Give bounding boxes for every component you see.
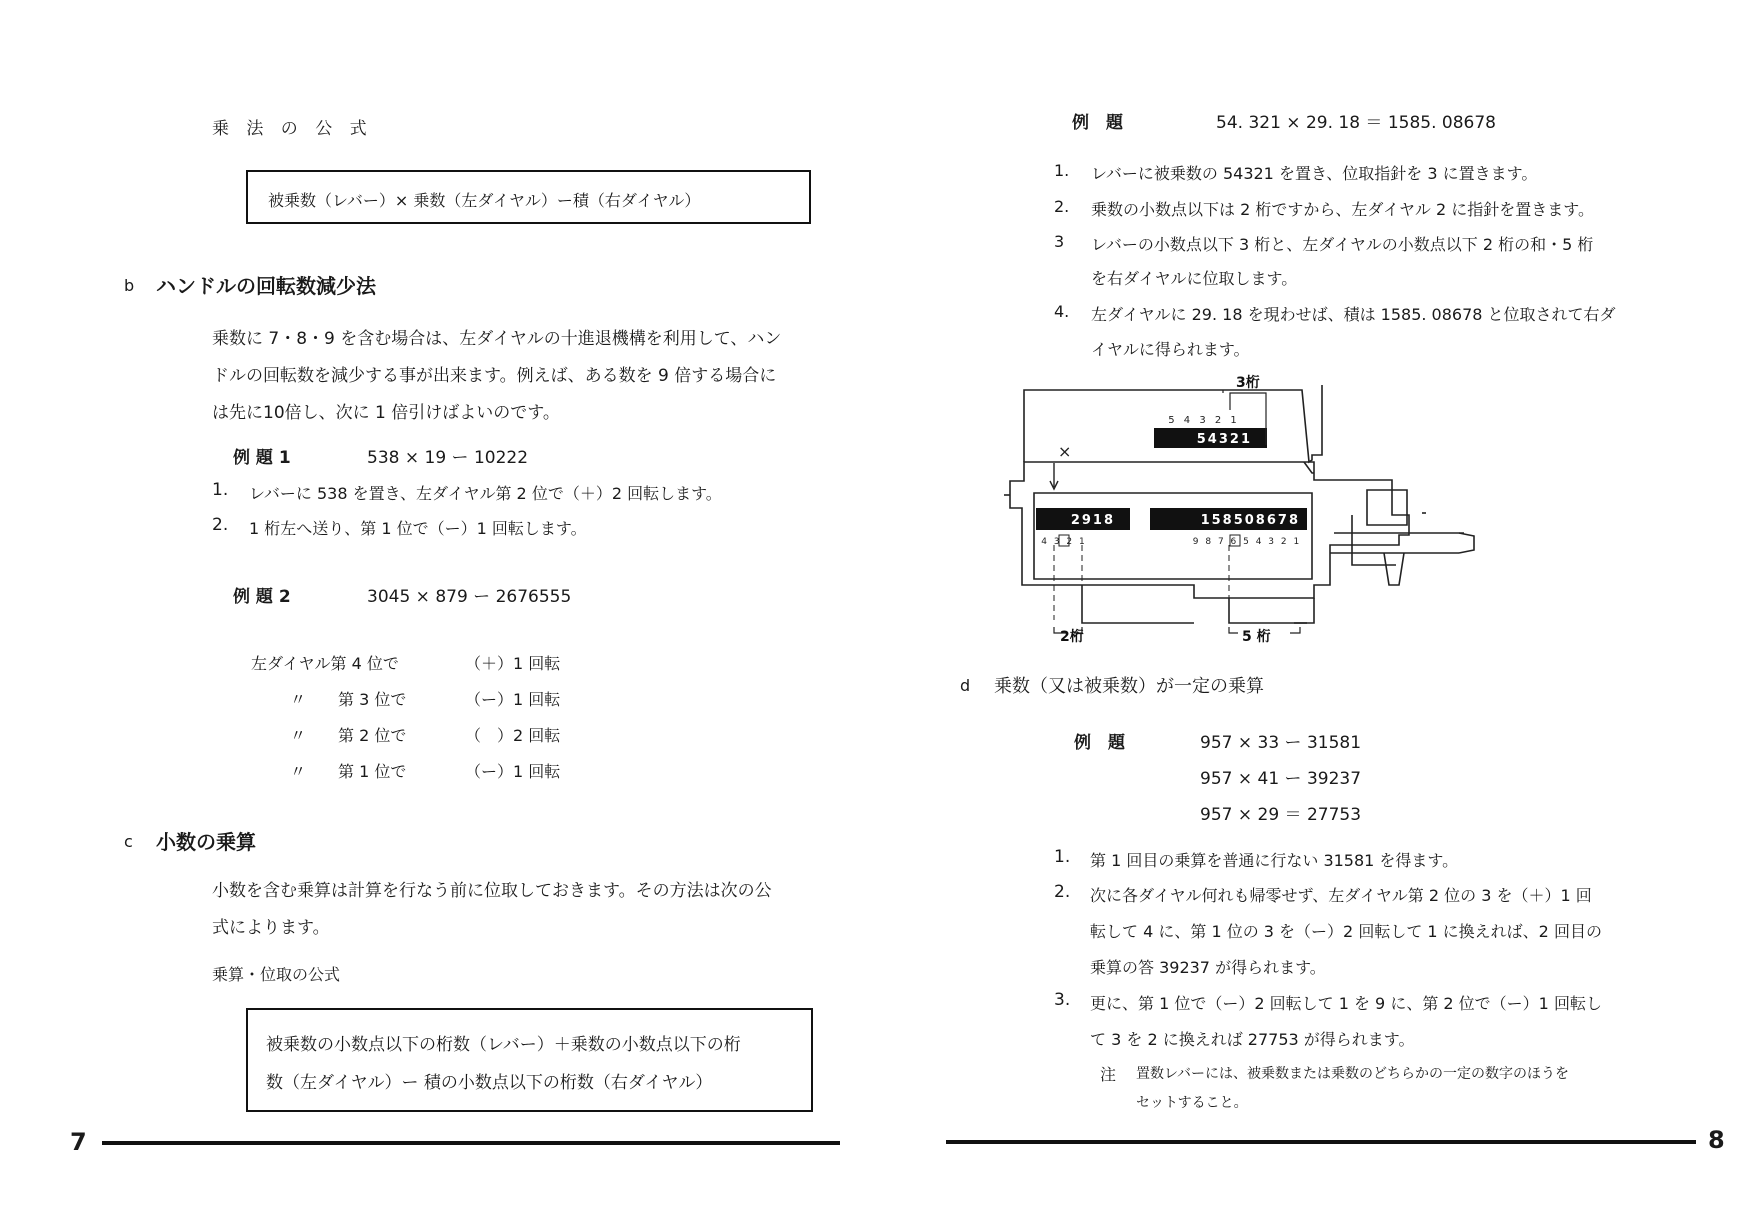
example-step2-number: 2. (1054, 197, 1070, 216)
section-b-body-line2: ドルの回転数を減少する事が出来ます。例えば、ある数を 9 倍する場合に (212, 366, 777, 386)
example1-step2-number: 2. (212, 515, 229, 535)
label-3-keta: 3桁 (1236, 375, 1260, 391)
side-window-outline (1367, 490, 1407, 525)
example-step3-text-line2: を右ダイヤルに位取します。 (1091, 269, 1298, 288)
section-d-step1-number: 1. (1054, 847, 1071, 867)
lever-readout-value: 54321 (1196, 432, 1252, 447)
note-label: 注 (1100, 1065, 1117, 1084)
example1-label: 例 題 1 (233, 448, 291, 468)
example-step3-number: 3 (1054, 232, 1065, 251)
example1-step2-text: 1 桁左へ送り、第 1 位で（ー）1 回転します。 (249, 519, 587, 538)
section-d-step2-text-line3: 乗算の答 39237 が得られます。 (1090, 958, 1326, 977)
section-c-title: 小数の乗算 (156, 830, 256, 854)
example-step3-text-line1: レバーの小数点以下 3 桁と、左ダイヤルの小数点以下 2 桁の和・5 桁 (1091, 235, 1594, 254)
section-d-marker: d (960, 676, 971, 695)
decimal-formula-line2: 数（左ダイヤル）ー 積の小数点以下の桁数（右ダイヤル） (266, 1073, 713, 1093)
dial-panel-outline (1034, 493, 1312, 579)
section-d-expr1: 957 × 33 ー 31581 (1200, 733, 1362, 753)
left-dial-readout-value: 2918 (1070, 513, 1115, 528)
example2-expression: 3045 × 879 ー 2676555 (367, 587, 572, 607)
example1-expression: 538 × 19 ー 10222 (367, 448, 529, 468)
footer-rule-right (946, 1140, 1696, 1144)
example2-row2-position: 〃 第 3 位で (290, 690, 407, 709)
example2-row2-operation: （ー）1 回転 (465, 690, 561, 709)
section-b-marker: b (124, 276, 135, 295)
example2-row3-position: 〃 第 2 位で (290, 726, 407, 745)
calculator-diagram (1004, 365, 1544, 655)
section-b-body-line3: は先に10倍し、次に 1 倍引けばよいのです。 (212, 403, 560, 423)
right-page (874, 0, 1749, 1224)
example2-row1-operation: （＋）1 回転 (465, 654, 561, 673)
section-d-step3-number: 3. (1054, 990, 1071, 1010)
example-step4-number: 4. (1054, 302, 1070, 321)
decimal-formula-heading: 乗算・位取の公式 (212, 965, 341, 984)
section-d-step3-text-line2: て 3 を 2 に換えれば 27753 が得られます。 (1090, 1030, 1415, 1049)
example2-row1-position: 左ダイヤル第 4 位で (251, 654, 399, 673)
right-dial-readout-value: 158508678 (1200, 513, 1300, 528)
decimal-formula-box (246, 1008, 813, 1112)
example2-label: 例 題 2 (233, 587, 291, 607)
section-d-step3-text-line1: 更に、第 1 位で（ー）2 回転して 1 を 9 に、第 2 位で（ー）1 回転し (1090, 994, 1602, 1013)
note-text-line1: 置数レバーには、被乗数または乗数のどちらかの一定の数字のほうを (1136, 1066, 1570, 1082)
page-number-right: 8 (1708, 1126, 1725, 1154)
section-c-body-line1: 小数を含む乗算は計算を行なう前に位取しておきます。その方法は次の公 (212, 881, 772, 901)
section-b-title: ハンドルの回転数減少法 (156, 274, 376, 298)
page-number-left: 7 (70, 1128, 87, 1156)
note-text-line2: セットすること。 (1136, 1095, 1248, 1111)
cross-mark: × (1058, 442, 1072, 461)
section-d-expr2: 957 × 41 ー 39237 (1200, 769, 1362, 789)
section-d-step2-number: 2. (1054, 882, 1071, 902)
section-d-example-label: 例 題 (1074, 733, 1125, 753)
mult-formula-heading: 乗 法 の 公 式 (212, 119, 373, 139)
example2-row4-position: 〃 第 1 位で (290, 762, 407, 781)
example-step1-text: レバーに被乗数の 54321 を置き、位取指針を 3 に置きます。 (1091, 164, 1538, 183)
footer-rule-left (102, 1141, 840, 1145)
left-dial-scale: 4 3 2 1 (1041, 537, 1087, 547)
example-expression: 54. 321 × 29. 18 ＝ 1585. 08678 (1216, 113, 1496, 133)
example2-row3-operation: （ ）2 回転 (465, 726, 561, 745)
section-b-body-line1: 乗数に 7・8・9 を含む場合は、左ダイヤルの十進退機構を利用して、ハン (212, 329, 782, 349)
label-5-keta: 5 桁 (1242, 629, 1271, 645)
section-d-step2-text-line1: 次に各ダイヤル何れも帰零せず、左ダイヤル第 2 位の 3 を（＋）1 回 (1090, 886, 1592, 905)
section-c-body-line2: 式によります。 (212, 918, 330, 938)
section-d-title: 乗数（又は被乗数）が一定の乗算 (994, 676, 1264, 697)
section-d-step2-text-line2: 転して 4 に、第 1 位の 3 を（ー）2 回転して 1 に換えれば、2 回目の (1090, 922, 1602, 941)
right-dial-scale: 9 8 7 6 5 4 3 2 1 (1192, 537, 1302, 547)
left-page (0, 0, 874, 1224)
label-2-keta: 2桁 (1060, 629, 1084, 645)
example-label: 例 題 (1072, 113, 1123, 133)
section-d-step1-text: 第 1 回目の乗算を普通に行ない 31581 を得ます。 (1090, 851, 1459, 870)
mult-formula-box (246, 170, 811, 224)
example-step4-text-line2: イヤルに得られます。 (1091, 340, 1250, 359)
section-c-marker: c (124, 832, 133, 851)
example1-step1-number: 1. (212, 480, 229, 500)
lever-scale-digits: 5 4 3 2 1 (1168, 415, 1240, 426)
mult-formula-text: 被乗数（レバー）× 乗数（左ダイヤル）ー積（右ダイヤル） (268, 191, 701, 210)
section-d-expr3: 957 × 29 ＝ 27753 (1200, 805, 1362, 825)
example2-row4-operation: （ー）1 回転 (465, 762, 561, 781)
example-step2-text: 乗数の小数点以下は 2 桁ですから、左ダイヤル 2 に指針を置きます。 (1091, 200, 1594, 219)
example-step1-number: 1. (1054, 161, 1070, 180)
example1-step1-text: レバーに 538 を置き、左ダイヤル第 2 位で（＋）2 回転します。 (249, 484, 722, 503)
example-step4-text-line1: 左ダイヤルに 29. 18 を現わせば、積は 1585. 08678 と位取されて右ダ (1091, 305, 1616, 324)
decimal-formula-line1: 被乗数の小数点以下の桁数（レバー）＋乗数の小数点以下の桁 (266, 1035, 741, 1055)
